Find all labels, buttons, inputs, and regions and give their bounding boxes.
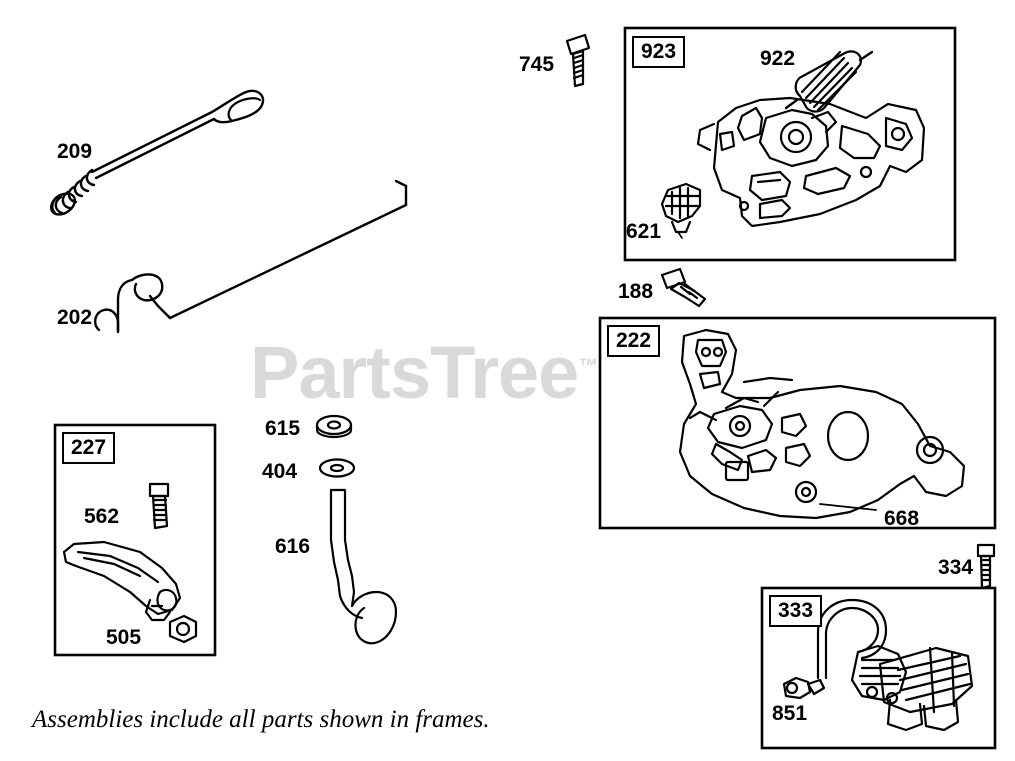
frame-label-923: 923 bbox=[632, 36, 685, 68]
callout-616: 616 bbox=[275, 535, 311, 558]
callout-851: 851 bbox=[772, 702, 808, 725]
trademark-symbol: ™ bbox=[578, 355, 599, 378]
part-851-terminal bbox=[784, 678, 824, 698]
part-404-washer bbox=[320, 460, 354, 477]
part-621-clip bbox=[662, 184, 700, 232]
callout-202: 202 bbox=[57, 306, 93, 329]
callout-334: 334 bbox=[938, 556, 974, 579]
callout-745: 745 bbox=[519, 53, 555, 76]
part-562-lever bbox=[64, 542, 180, 620]
callout-922: 922 bbox=[760, 47, 796, 70]
callout-404: 404 bbox=[262, 460, 298, 483]
part-505-nut bbox=[170, 616, 196, 642]
frame-label-227: 227 bbox=[62, 432, 115, 464]
part-222-bracket-assembly bbox=[680, 330, 964, 518]
watermark-text: PartsTree bbox=[250, 331, 579, 414]
frame-label-222: 222 bbox=[607, 325, 660, 357]
part-333-coil-assembly bbox=[818, 600, 972, 730]
part-745-bolt bbox=[567, 35, 589, 86]
callout-621: 621 bbox=[626, 220, 662, 243]
part-227-bolt bbox=[150, 484, 168, 528]
part-922-spring bbox=[786, 51, 872, 111]
part-615-retainer bbox=[317, 416, 351, 437]
callout-615: 615 bbox=[265, 417, 301, 440]
frame-label-333: 333 bbox=[769, 595, 822, 627]
part-188-bolt bbox=[662, 269, 705, 306]
part-923-control-assembly bbox=[698, 98, 924, 226]
callout-505: 505 bbox=[106, 626, 142, 649]
part-334-bolt bbox=[978, 545, 994, 588]
assemblies-footnote: Assemblies include all parts shown in frames. bbox=[32, 706, 490, 733]
callout-209: 209 bbox=[57, 140, 93, 163]
callout-188: 188 bbox=[618, 280, 654, 303]
callout-668: 668 bbox=[884, 507, 920, 530]
part-202-link-rod bbox=[95, 181, 406, 332]
part-616-lever-rod bbox=[331, 490, 396, 643]
callout-562: 562 bbox=[84, 505, 120, 528]
